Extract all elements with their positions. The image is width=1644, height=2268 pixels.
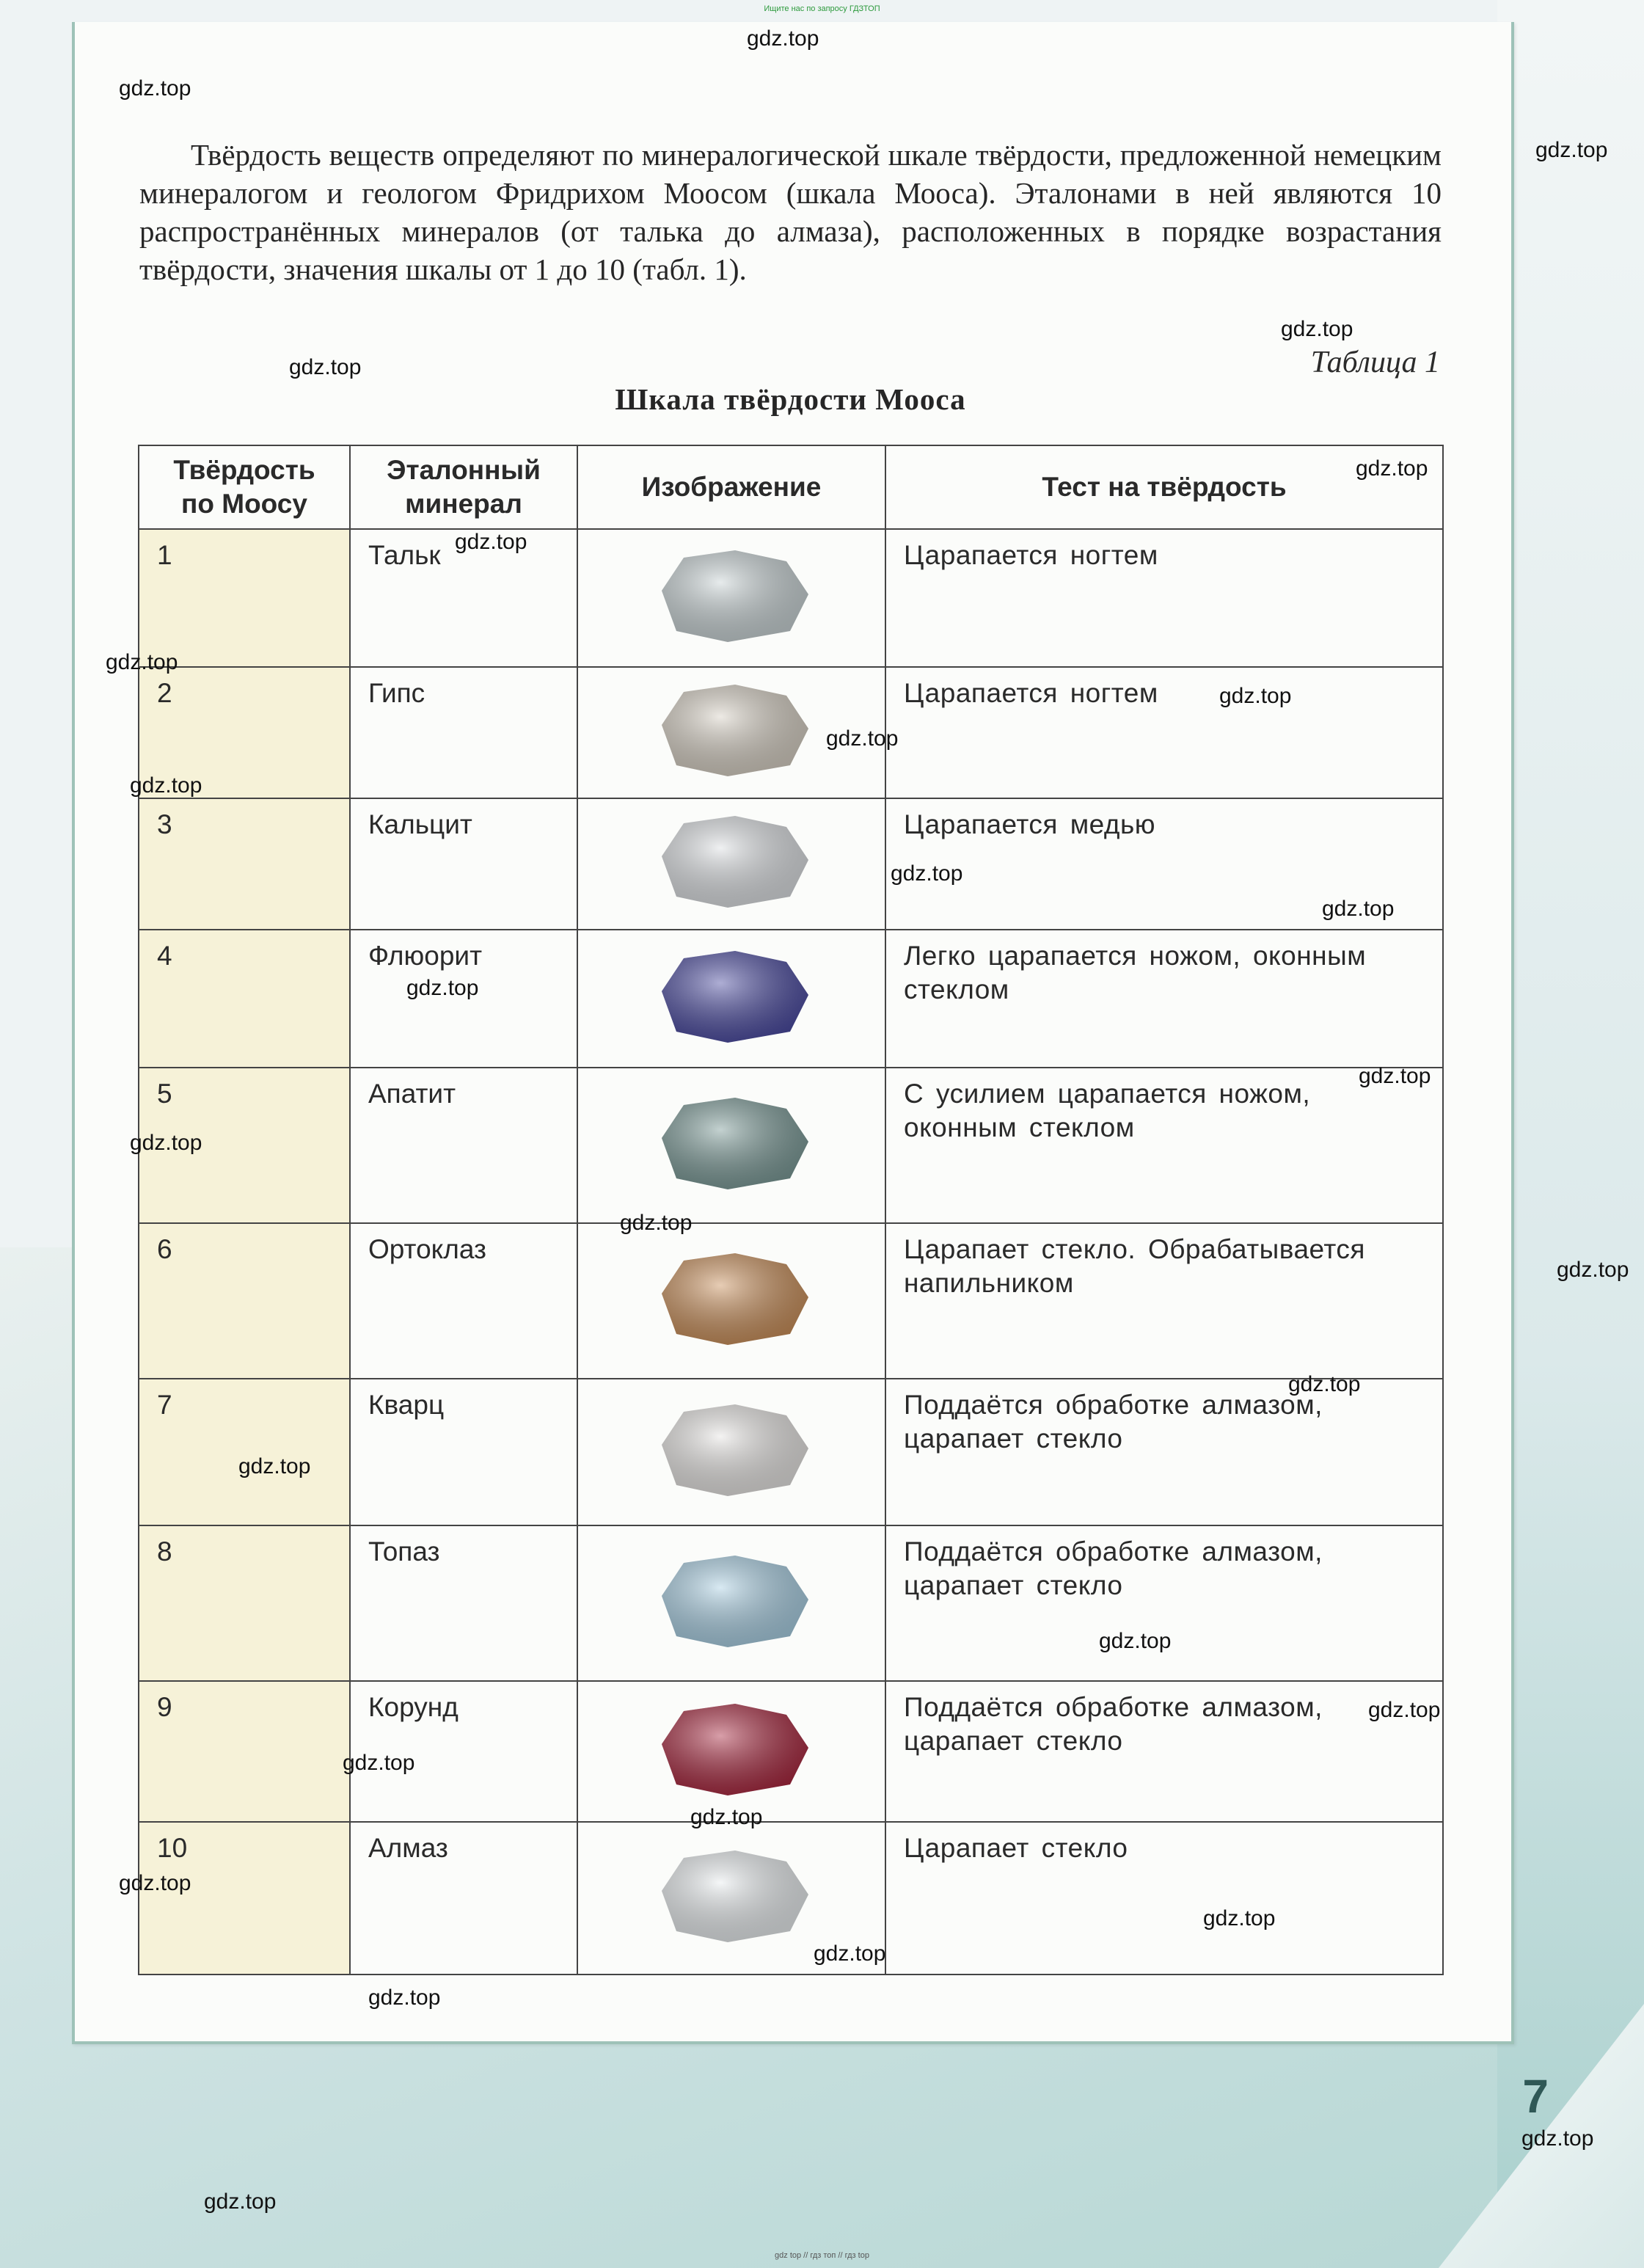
mineral-image-cell bbox=[577, 529, 885, 667]
hardness-value: 2 bbox=[139, 667, 350, 798]
hardness-test: С усилием царапается ножом, оконным стеклом bbox=[885, 1068, 1443, 1223]
intro-paragraph: Твёрдость веществ определяют по минералогической шкале твёрдости, предложенной немецким минералогом и геологом Фридрихом Моосом (шкала Мооса). Эталонами в ней являются 10 распространённых минералов (от талька до алмаза), расположенных в порядке возрастания твёрдости, значения шкалы от 1 до 10 (табл. 1). bbox=[139, 138, 1442, 286]
table-row bbox=[139, 930, 1443, 1068]
top-note: Ищите нас по запросу ГДЗТОП bbox=[764, 4, 880, 13]
table-row bbox=[139, 1681, 1443, 1822]
hardness-value: 1 bbox=[139, 529, 350, 667]
gypsum-mineral-image bbox=[640, 674, 823, 784]
watermark: gdz.top bbox=[289, 355, 362, 379]
orthoclase-mineral-image bbox=[640, 1242, 823, 1352]
mineral-name: Апатит bbox=[350, 1068, 577, 1223]
table-row bbox=[139, 529, 1443, 667]
watermark: gdz.top bbox=[119, 1871, 191, 1895]
table-row bbox=[139, 798, 1443, 930]
header-mineral-line1: Эталонный bbox=[387, 455, 541, 485]
watermark: gdz.top bbox=[1219, 684, 1292, 708]
hardness-value: 10 bbox=[139, 1822, 350, 1975]
apatite-mineral-image bbox=[640, 1087, 823, 1197]
hardness-test: Царапает стекло. Обрабатывается напильником bbox=[885, 1223, 1443, 1379]
mineral-name: Тальк bbox=[350, 529, 577, 667]
mineral-image-cell bbox=[577, 930, 885, 1068]
mineral-name: Алмаз bbox=[350, 1822, 577, 1975]
hardness-value: 3 bbox=[139, 798, 350, 930]
hardness-test: Царапается медью bbox=[885, 798, 1443, 930]
header-mineral bbox=[350, 445, 577, 529]
watermark: gdz.top bbox=[119, 76, 191, 101]
mineral-image-cell bbox=[577, 1681, 885, 1822]
hardness-test: Царапается ногтем bbox=[885, 529, 1443, 667]
watermark: gdz.top bbox=[406, 976, 479, 1000]
hardness-test: Поддаётся обработке алмазом, царапает стекло bbox=[885, 1525, 1443, 1681]
hardness-value: 6 bbox=[139, 1223, 350, 1379]
watermark: gdz.top bbox=[106, 650, 178, 674]
talc-mineral-image bbox=[640, 539, 823, 649]
hardness-value: 7 bbox=[139, 1379, 350, 1525]
corundum-mineral-image bbox=[640, 1693, 823, 1803]
header-hardness-line1: Твёрдость bbox=[173, 455, 315, 485]
table-row bbox=[139, 1525, 1443, 1681]
diamond-mineral-image bbox=[640, 1839, 823, 1950]
watermark: gdz.top bbox=[130, 773, 202, 798]
watermark: gdz.top bbox=[1281, 317, 1353, 341]
table-label: Таблица 1 bbox=[1310, 346, 1440, 379]
hardness-value: 8 bbox=[139, 1525, 350, 1681]
header-mineral-line2: минерал bbox=[405, 489, 522, 519]
watermark: gdz.top bbox=[1322, 897, 1395, 921]
table-row bbox=[139, 1068, 1443, 1223]
watermark: gdz.top bbox=[238, 1454, 311, 1478]
hardness-value: 5 bbox=[139, 1068, 350, 1223]
watermark: gdz.top bbox=[368, 1986, 441, 2010]
watermark: gdz.top bbox=[1557, 1258, 1629, 1282]
hardness-value: 9 bbox=[139, 1681, 350, 1822]
watermark: gdz.top bbox=[690, 1805, 763, 1829]
hardness-value: 4 bbox=[139, 930, 350, 1068]
watermark: gdz.top bbox=[891, 861, 963, 886]
hardness-test: Царапается ногтем bbox=[885, 667, 1443, 798]
table-row bbox=[139, 1822, 1443, 1975]
watermark: gdz.top bbox=[1356, 456, 1428, 481]
fluorite-mineral-image bbox=[640, 940, 823, 1050]
watermark: gdz.top bbox=[747, 26, 819, 51]
mineral-name: Флюорит bbox=[350, 930, 577, 1068]
header-hardness bbox=[139, 445, 350, 529]
mineral-name: Ортоклаз bbox=[350, 1223, 577, 1379]
mineral-name: Корунд bbox=[350, 1681, 577, 1822]
watermark: gdz.top bbox=[204, 2189, 277, 2214]
watermark: gdz.top bbox=[1535, 138, 1608, 162]
watermark: gdz.top bbox=[1368, 1698, 1441, 1722]
watermark: gdz.top bbox=[620, 1211, 693, 1235]
watermark: gdz.top bbox=[343, 1751, 415, 1775]
mineral-name: Кварц bbox=[350, 1379, 577, 1525]
header-hardness-line2: по Моосу bbox=[181, 489, 307, 519]
watermark: gdz.top bbox=[814, 1941, 886, 1966]
page-number: 7 bbox=[1522, 2070, 1549, 2123]
hardness-test: Поддаётся обработке алмазом, царапает стекло bbox=[885, 1681, 1443, 1822]
mineral-image-cell bbox=[577, 1223, 885, 1379]
mineral-image-cell bbox=[577, 798, 885, 930]
hardness-test: Легко царапается ножом, оконным стеклом bbox=[885, 930, 1443, 1068]
calcite-mineral-image bbox=[640, 805, 823, 915]
header-image: Изображение bbox=[577, 445, 885, 529]
watermark: gdz.top bbox=[1203, 1906, 1276, 1930]
watermark: gdz.top bbox=[1288, 1372, 1361, 1396]
watermark: gdz.top bbox=[1359, 1064, 1431, 1088]
watermark: gdz.top bbox=[130, 1131, 202, 1155]
table-title: Шкала твёрдости Мооса bbox=[615, 382, 966, 416]
header-test: Тест на твёрдость bbox=[885, 445, 1443, 529]
mineral-image-cell bbox=[577, 1525, 885, 1681]
mineral-name: Кальцит bbox=[350, 798, 577, 930]
mohs-hardness-table bbox=[138, 445, 1444, 1975]
watermark: gdz.top bbox=[1099, 1629, 1172, 1653]
table-header-row bbox=[139, 445, 1443, 529]
watermark: gdz.top bbox=[455, 530, 527, 554]
mineral-name: Гипс bbox=[350, 667, 577, 798]
mineral-image-cell bbox=[577, 1379, 885, 1525]
hardness-test: Поддаётся обработке алмазом, царапает стекло bbox=[885, 1379, 1443, 1525]
quartz-mineral-image bbox=[640, 1393, 823, 1503]
mineral-name: Топаз bbox=[350, 1525, 577, 1681]
topaz-mineral-image bbox=[640, 1545, 823, 1655]
bottom-note: gdz top // гдз топ // гдз top bbox=[775, 2251, 869, 2260]
watermark: gdz.top bbox=[1521, 2126, 1594, 2151]
mineral-image-cell bbox=[577, 1068, 885, 1223]
table-row bbox=[139, 1223, 1443, 1379]
background-side-band bbox=[1497, 0, 1644, 2268]
hardness-test: Царапает стекло bbox=[885, 1822, 1443, 1975]
table-row bbox=[139, 1379, 1443, 1525]
watermark: gdz.top bbox=[826, 726, 899, 751]
